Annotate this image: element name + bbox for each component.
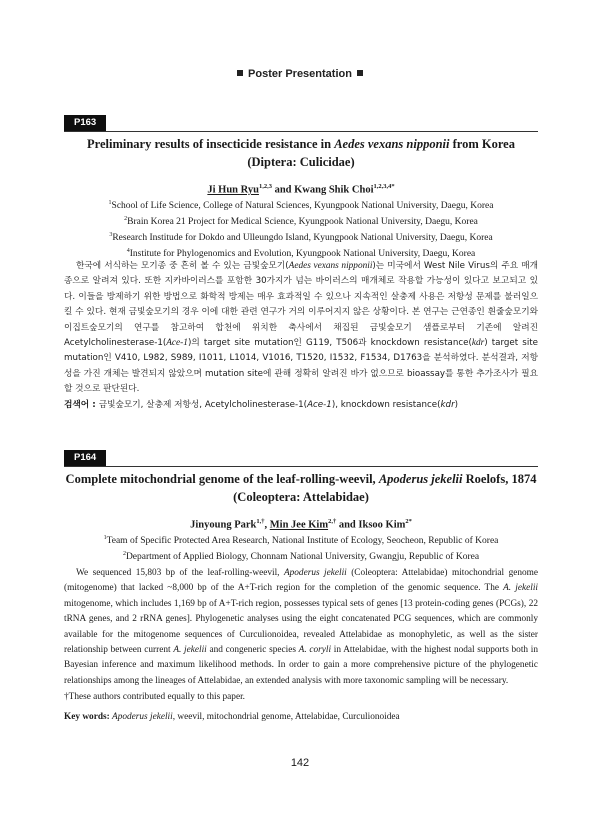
author-list — [64, 515, 538, 533]
poster-title — [64, 470, 538, 506]
keywords-line — [64, 398, 538, 412]
affil-sup: 2 — [124, 216, 128, 223]
affil-sup: 2 — [122, 551, 126, 558]
title-text: Roelofs, 1874 — [462, 472, 537, 486]
affil-sup: 1 — [108, 200, 112, 206]
title-species: Aedes vexans nipponii — [334, 137, 450, 151]
keywords-line — [64, 710, 538, 724]
keyword-span: ), knockdown resistance( — [331, 400, 441, 410]
author-join: and — [271, 184, 295, 196]
poster-id-badge: P163 — [64, 115, 106, 131]
abstract-italic: Apoderus jekelii — [283, 568, 347, 578]
affiliation-list — [64, 197, 538, 262]
author-name: Jinyoung Park — [190, 519, 257, 531]
affil-sup: 1 — [103, 535, 107, 541]
author-affil-sup: 2,† — [328, 518, 337, 525]
abstract-span: We sequenced 15,803 bp of the leaf-rolling-weevil, — [76, 568, 284, 578]
title-text: Complete mitochondrial genome of the leaf-rolling-weevil, — [65, 472, 379, 486]
abstract-italic: A. jekelii — [503, 583, 538, 594]
abstract-italic: Aedes vexans nipponii — [288, 261, 373, 271]
affiliation-line — [64, 548, 538, 564]
abstract-text — [64, 566, 538, 689]
abstract-text — [64, 259, 538, 398]
keyword-span: 금빛숲모기, 살충제 저항성, Acetylcholinesterase-1( — [98, 400, 308, 410]
keyword-span: ) — [454, 400, 459, 410]
abstract-span: )의 target site mutation인 G119, T506과 knockdown resistance( — [187, 338, 472, 349]
square-bullet-icon — [357, 70, 363, 76]
affiliation-line — [64, 532, 538, 548]
keyword-span: , weevil, mitochondrial genome, Attelabidae, Curculionoidea — [172, 712, 400, 722]
abstract-italic: A. coryli — [298, 645, 332, 656]
section-header — [0, 66, 600, 82]
title-species: Apoderus jekelii — [378, 472, 463, 486]
abstract-span: 한국에 서식하는 모기종 중 흔히 볼 수 있는 금빛숲모기( — [76, 261, 289, 271]
keywords-label: 검색어 : — [64, 400, 99, 410]
author-affil-sup: 1,2,3 — [258, 183, 272, 190]
keyword-italic: kdr — [440, 400, 455, 410]
title-text: Preliminary results of insecticide resistance in — [87, 137, 335, 151]
abstract-italic: A. jekelii — [173, 645, 207, 656]
affiliation-line — [64, 229, 538, 245]
affil-sup: 3 — [109, 232, 113, 239]
author-name: Kwang Shik Choi — [294, 184, 374, 196]
affil-text: Team of Specific Protected Area Research, National Institute of Ecology, Seocheon, Republic of Korea — [106, 536, 499, 547]
affil-text: Research Institude for Dokdo and Ulleungdo Island, Kyungpook National University, Daegu, Korea — [112, 233, 493, 244]
author-name: Iksoo Kim — [358, 519, 406, 531]
author-sep: , — [264, 519, 270, 531]
page-number: 142 — [290, 757, 310, 769]
square-bullet-icon — [237, 70, 243, 76]
title-text: from Korea — [449, 137, 515, 151]
affil-sup: 4 — [126, 248, 130, 255]
abstract-span: ) target site mutation인 V410, L982, S989, I1011, L1014, V1016, T1520, I1532, F1534, D1763을 분석하였다. 분석결과, 저항성을 가진 개체는 발견되지 않았으며 mutation site에 관해 정확히 알려진 바가 없으므로 bioassay를 통한 추가조사가 필요할 것으로 판단된다. — [64, 338, 538, 395]
affiliation-list — [64, 532, 538, 564]
section-header-label: Poster Presentation — [248, 68, 352, 80]
abstract-span: )는 미국에서 West Nile Virus의 주요 매개종으로 알려져 있다. 또한 지카바이러스를 포함한 30가지가 넘는 바이러스의 매개체로 작용할 가능성이 있다고 보고되고 있다. 이들을 방제하기 위한 방법으로 화학적 방제는 매우 효과적일 수 있으나 지속적인 살충제 사용은 저항성 문제를 불러일으킬 수 있다. 현재 금빛숲모기의 경우 이에 대한 관련 연구가 거의 이루어지지 않은 상황이다. 본 연구는 근연종인 흰줄숲모기와 이집트숲모기의 연구를 참고하여 합천에 위치한 축사에서 채집된 금빛숲모기 샘플로부터 기존에 알려진 Acetylcholinesterase-1( — [64, 261, 538, 349]
author-affil-sup: 2* — [405, 518, 412, 525]
title-taxon: (Coleoptera: Attelabidae) — [233, 490, 369, 504]
affil-text: Department of Applied Biology, Chonnam National University, Gwangju, Republic of Korea — [125, 552, 480, 563]
abstract-span: in Attelabidae, with the highest nodal supports both in Bayesian inference and maximum likelihood methods. In order to gain a more comprehensive picture of the phylogenetic relationships among the lineages of Attelabidae, an extended analysis with more taxonomic sampling will be necessary. — [64, 645, 538, 686]
keyword-italic: Apoderus jekelii — [112, 712, 173, 722]
author-name: Ji Hun Ryu — [207, 184, 259, 196]
author-name: Min Jee Kim — [269, 519, 329, 531]
divider-line — [64, 466, 538, 467]
divider-line — [64, 131, 538, 132]
keyword-italic: Ace-1 — [307, 400, 332, 410]
abstract-span: (Coleoptera: Attelabidae) mitochondrial genome (mitogenome) that lacked ~8,000 bp of the A+T-rich region for the completion of the genomic sequence. The — [64, 568, 538, 594]
footnote: †These authors contributed equally to this paper. — [64, 692, 245, 702]
affil-text: Institute for Phylogenomics and Evolution, Kyungpook National University, Daegu, Korea — [129, 249, 476, 260]
abstract-span: mitogenome, which includes 1,169 bp of A+T-rich region, possesses typical sets of genes [13 protein-coding genes (PCGs), 22 tRNA genes, and 2 rRNA genes]. Phylogenetic analyses using the eight concatenated PCG sequences, which are commonly available for the mitogenome sequences of Curculionoidea, revealed Attelabidae as monophyletic, as well as the sister relationship between current — [64, 598, 538, 656]
author-join: and — [336, 519, 359, 531]
poster-title — [64, 135, 538, 171]
affil-text: Brain Korea 21 Project for Medical Science, Kyungpook National University, Daegu, Korea — [127, 217, 478, 228]
affil-text: School of Life Science, College of Natural Sciences, Kyungpook National University, Daegu, Korea — [111, 201, 494, 212]
affiliation-line — [64, 213, 538, 229]
poster-id-badge: P164 — [64, 450, 106, 466]
author-affil-sup: 1,† — [256, 518, 265, 525]
author-affil-sup: 1,2,3,4* — [373, 183, 395, 190]
author-list — [64, 180, 538, 198]
affiliation-line — [64, 197, 538, 213]
abstract-span: and congeneric species — [206, 645, 299, 656]
title-taxon: (Diptera: Culicidae) — [247, 155, 355, 169]
abstract-italic: Ace-1 — [166, 338, 188, 349]
abstract-italic: kdr — [471, 338, 485, 349]
keywords-label: Key words: — [64, 712, 113, 722]
